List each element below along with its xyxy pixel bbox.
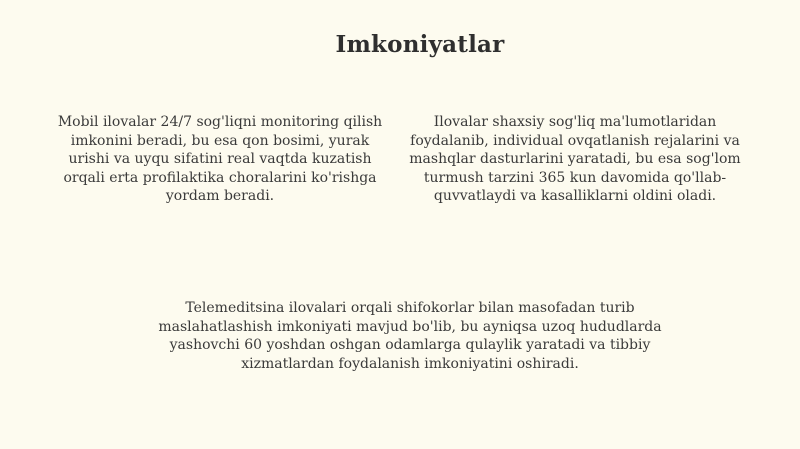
paragraph-personalization: Ilovalar shaxsiy sog'liq ma'lumotlaridan foydalanib, individual ovqatlanish rejalarini va mashqlar dasturlarini yaratadi, bu esa sog'lom turmush tarzini 365 kun davomida qo'llab-quvvatlaydi va kasalliklarni oldini oladi. (409, 114, 741, 205)
paragraph-telemedicine: Telemeditsina ilovalari orqali shifokorlar bilan masofadan turib maslahatlashish imkoniyati mavjud bo'lib, bu ayniqsa uzoq hududlarda yashovchi 60 yoshdan oshgan odamlarga qulaylik yaratadi va tibbiy xizmatlardan foydalanish imkoniyatini oshiradi. (158, 300, 662, 372)
paragraph-monitoring: Mobil ilovalar 24/7 sog'liqni monitoring qilish imkonini beradi, bu esa qon bosimi, yurak urishi va uyqu sifatini real vaqtda kuzatish orqali erta profilaktika choralarini ko'rishga yordam beradi. (57, 114, 383, 205)
slide-title: Imkoniyatlar (335, 31, 505, 58)
